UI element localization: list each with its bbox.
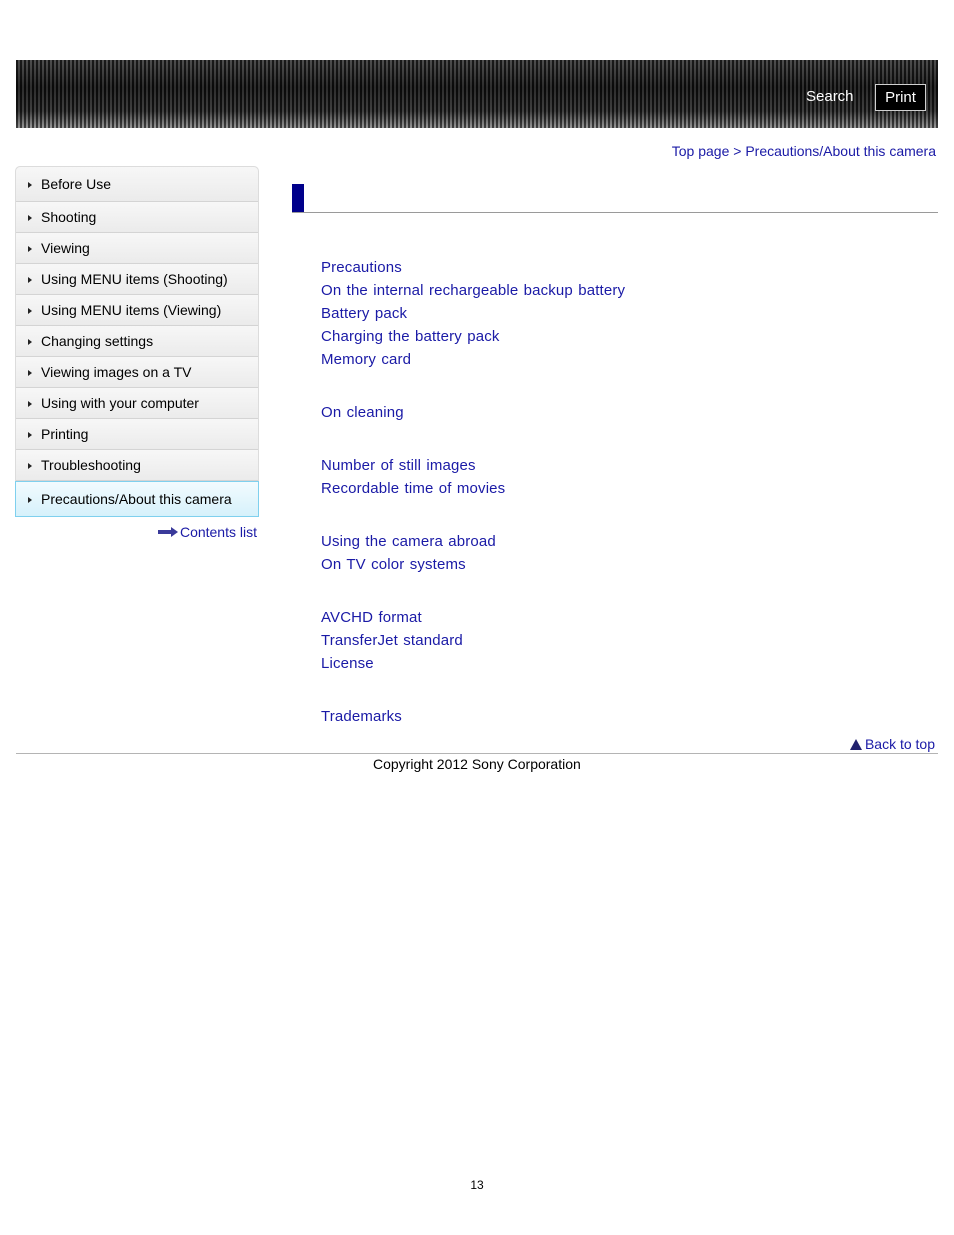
sidebar-item-label: Before Use [41, 176, 112, 192]
link-memory-card[interactable]: Memory card [321, 351, 412, 368]
link-battery-pack[interactable]: Battery pack [321, 305, 408, 322]
contents-list-label: Contents list [179, 524, 257, 540]
triangle-right-icon [28, 215, 32, 221]
sidebar-item-precautions[interactable] [15, 481, 259, 517]
link-avchd-format[interactable]: AVCHD format [321, 609, 422, 626]
sidebar-item-label: Viewing images on a TV [41, 364, 192, 380]
sidebar-item-label: Using MENU items (Shooting) [41, 271, 228, 287]
triangle-right-icon [28, 432, 32, 438]
sidebar-item-label: Using MENU items (Viewing) [41, 302, 222, 318]
print-button[interactable]: Print [875, 84, 926, 111]
breadcrumb-top-page-link[interactable]: Top page [671, 143, 730, 159]
sidebar-item-viewing-tv[interactable] [16, 357, 258, 388]
breadcrumb-current-link[interactable]: Precautions/About this camera [745, 143, 936, 159]
arrow-right-icon [158, 527, 178, 537]
sidebar-item-shooting[interactable] [16, 202, 258, 233]
link-backup-battery[interactable]: On the internal rechargeable backup battery [321, 282, 626, 299]
sidebar-item-label: Using with your computer [41, 395, 199, 411]
triangle-right-icon [28, 370, 32, 376]
sidebar-item-menu-viewing[interactable] [16, 295, 258, 326]
triangle-right-icon [28, 246, 32, 252]
back-to-top-label: Back to top [864, 736, 935, 752]
back-to-top-link[interactable] [850, 736, 935, 752]
link-precautions[interactable]: Precautions [321, 259, 402, 276]
sidebar-item-label: Viewing [41, 240, 90, 256]
link-trademarks[interactable]: Trademarks [321, 708, 402, 725]
sidebar-nav [15, 166, 259, 517]
sidebar-item-label: Changing settings [41, 333, 154, 349]
page-title-accent [292, 184, 304, 213]
link-transferjet[interactable]: TransferJet standard [321, 632, 463, 649]
copyright-text: Copyright 2012 Sony Corporation [373, 756, 581, 772]
triangle-right-icon [28, 463, 32, 469]
sidebar-item-menu-shooting[interactable] [16, 264, 258, 295]
sidebar-item-before-use[interactable] [16, 167, 258, 202]
sidebar-item-label: Precautions/About this camera [41, 491, 232, 507]
triangle-right-icon [28, 277, 32, 283]
triangle-right-icon [28, 182, 32, 188]
triangle-right-icon [28, 308, 32, 314]
sidebar-item-viewing[interactable] [16, 233, 258, 264]
triangle-right-icon [28, 339, 32, 345]
link-tv-color-systems[interactable]: On TV color systems [321, 556, 466, 573]
sidebar-item-label: Troubleshooting [41, 457, 141, 473]
sidebar-item-label: Shooting [41, 209, 97, 225]
breadcrumb-separator: > [733, 143, 742, 159]
link-license[interactable]: License [321, 655, 374, 672]
link-charging-battery[interactable]: Charging the battery pack [321, 328, 500, 345]
link-number-still-images[interactable]: Number of still images [321, 457, 476, 474]
sidebar-item-label: Printing [41, 426, 89, 442]
triangle-up-icon [850, 739, 862, 750]
triangle-right-icon [28, 401, 32, 407]
footer-divider [16, 753, 938, 754]
contents-list-link[interactable] [158, 524, 257, 540]
sidebar-item-printing[interactable] [16, 419, 258, 450]
link-on-cleaning[interactable]: On cleaning [321, 404, 404, 421]
link-camera-abroad[interactable]: Using the camera abroad [321, 533, 496, 550]
triangle-right-icon [28, 497, 32, 503]
sidebar-item-computer[interactable] [16, 388, 258, 419]
sidebar-item-changing-settings[interactable] [16, 326, 258, 357]
sidebar-item-troubleshooting[interactable] [16, 450, 258, 481]
title-divider [292, 212, 938, 213]
page-number: 13 [470, 1178, 484, 1192]
search-button[interactable]: Search [806, 88, 854, 105]
link-recordable-time[interactable]: Recordable time of movies [321, 480, 506, 497]
breadcrumb [672, 143, 936, 159]
header-banner [16, 60, 938, 128]
